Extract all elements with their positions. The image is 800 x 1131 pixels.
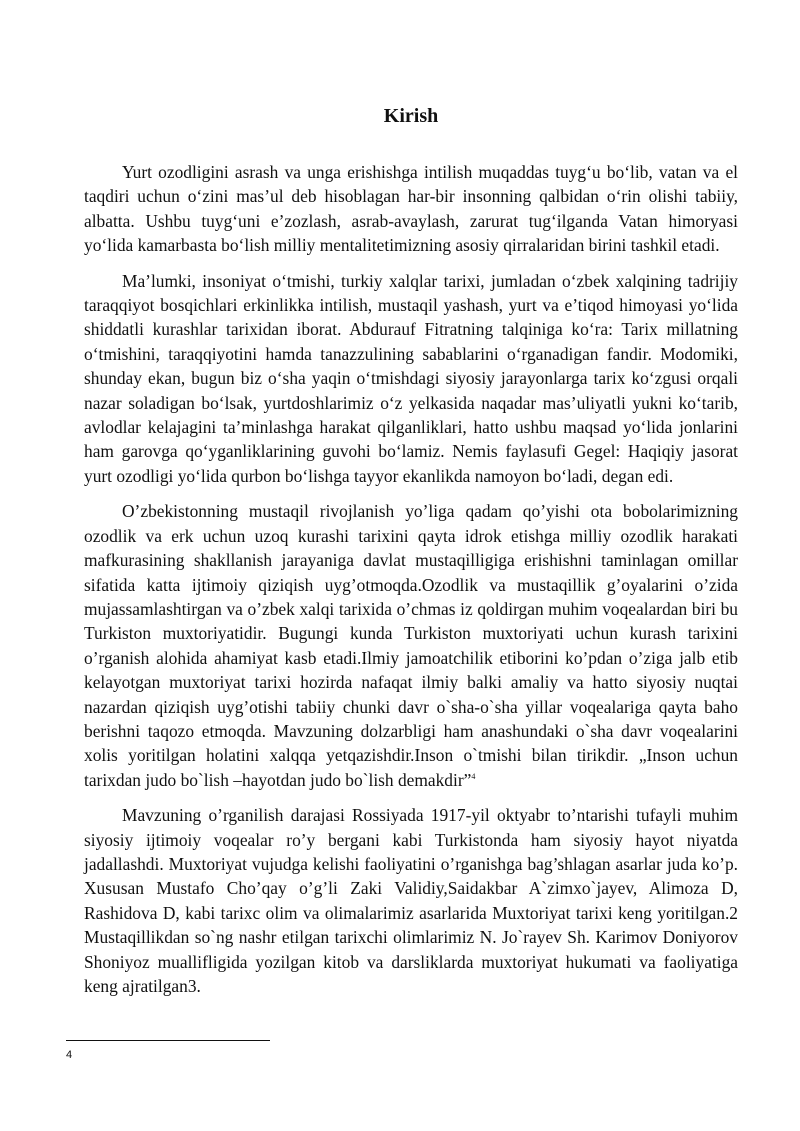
- page-title: Kirish: [383, 105, 439, 127]
- footnote-separator: [66, 1040, 270, 1041]
- footnote-reference[interactable]: 4: [471, 771, 476, 781]
- paragraph-2: Ma’lumki, insoniyat o‘tmishi, turkiy xalqlar tarixi, jumladan o‘zbek xalqining tadrijiy taraqqiyot bosqichlari erkinlikka intilish, mustaqil yashash, yurt va e’tiqod himoyasi yo‘lida shiddatli kurashlar tarixidan iborat. Abdurauf Fitratning talqiniga ko‘ra: Tarix millatning o‘tmishini, taraqqiyotini hamda tanazzulining sabablarini o‘rganadigan fandir. Modomiki, shunday ekan, bugun biz o‘sha yaqin o‘tmishdagi siyosiy jarayonlarga tarix ko‘zgusi orqali nazar soladigan bo‘lsak, yurtdoshlarimiz o‘z yelkasida naqadar mas’uliyatli yukni ko‘tarib, avlodlar kelajagini ta’minlashga harakat qilganliklari, hatto ushbu maqsad yo‘lida jonlarini ham garovga qo‘yganliklarining guvohi bo‘lamiz. Nemis faylasufi Gegel: Haqiqiy jasorat yurt ozodligi yo‘lida qurbon bo‘lishga tayyor ekanlikda namoyon bo‘ladi, degan edi.: [84, 270, 738, 486]
- paragraph-3-text: O’zbekistonning mustaqil rivojlanish yo’liga qadam qo’yishi ota bobolarimizning ozodlik va erk uchun uzoq kurashi tarixini qayta idrok etishga milliy ozodlik harakati mafkurasining shakllanish jarayaniga davlat mustaqilligiga erishishni taminlagan omillar sifatida katta ijtimoiy qiziqish uyg’otmoqda.Ozodlik va mustaqillik g’oyalarini o’zida mujassamlashtirgan va o’zbek xalqi tarixida o’chmas iz qoldirgan muhim voqealardan biri bu Turkiston muxtoriyatidir. Bugungi kunda Turkiston muxtoriyati uchun kurash tarixini o’rganish alohida ahamiyat kasb etadi.Ilmiy jamoatchilik etiborini ko’pdan o’ziga jalb etib kelayotgan muxtoriyat tarixi hozirda nafaqat ilmiy balki amaliy va hatto siyosiy nuqtai nazardan qiziqish uyg’otishi tabiiy chunki davr o`sha-o`sha yillar voqealariga qayta baho berishni taqozo etmoqda. Mavzuning dolzarbligi ham anashundaki o`sha davr voqealarini xolis yoritilgan holatini xalqqa yetqazishdir.Inson o`tmishi bilan tirikdir. „Inson uchun tarixdan judo bo`lish –hayotdan judo bo`lish demakdir”: [84, 501, 738, 790]
- body-text: [84, 160, 738, 1009]
- paragraph-4: Mavzuning o’rganilish darajasi Rossiyada 1917-yil oktyabr to’ntarishi tufayli muhim siyosiy ijtimoiy voqealar ro’y bergani kabi Turkistonda ham siyosiy hayot niyatda jadallashdi. Muxtoriyat vujudga kelishi faoliyatini o’rganishga bag’shlagan asarlar juda ko’p. Xususan Mustafo Cho’qay o’g’li Zaki Validiy,Saidakbar A`zimxo`jayev, Alimoza D, Rashidova D, kabi tarixc olim va olimalarimiz asarlarida Muxtoriyat tarixi keng yoritilgan.2 Mustaqillikdan so`ng nashr etilgan tarixchi olimlarimiz N. Jo`rayev Sh. Karimov Doniyorov Shoniyoz muallifligida yozilgan kitob va darsliklarda muxtoriyat hukumati va faoliyatiga keng ajratilgan3.: [84, 805, 738, 996]
- paragraph-3: [84, 499, 738, 792]
- footnote-number: 4: [66, 1049, 73, 1061]
- paragraph-1: Yurt ozodligini asrash va unga erishishga intilish muqaddas tuyg‘u bo‘lib, vatan va el taqdiri uchun o‘zini mas’ul deb hisoblagan har-bir insonning qalbidan o‘rin olishi tabiiy, albatta. Ushbu tuyg‘uni e’zozlash, asrab-avaylash, zarurat tug‘ilganda Vatan himoryasi yo‘lida kamarbasta bo‘lish milliy mentalitetimizning asosiy qirralaridan birini tashkil etadi.: [84, 162, 738, 256]
